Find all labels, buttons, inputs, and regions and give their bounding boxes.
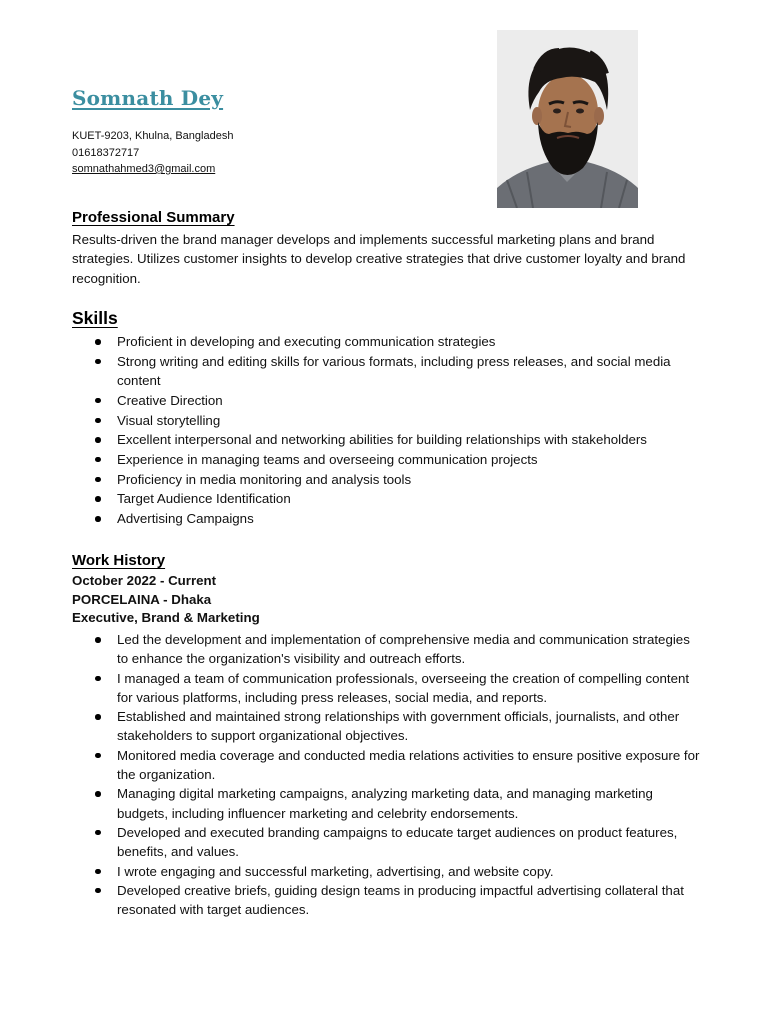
skill-item	[72, 411, 700, 430]
bullet-icon	[95, 637, 101, 643]
skills-list	[72, 332, 700, 529]
skill-text: Target Audience Identification	[117, 491, 291, 507]
duty-item	[72, 746, 700, 785]
bullet-icon	[95, 359, 101, 365]
contact-block	[72, 128, 233, 178]
skill-text: Proficient in developing and executing communication strategies	[117, 334, 496, 349]
duty-text: Led the development and implementation of comprehensive media and communication strategies to enhance the organization's visibility and outreach efforts.	[117, 632, 690, 667]
duty-text: Monitored media coverage and conducted media relations activities to ensure positive exposure for the organization.	[117, 747, 700, 783]
bullet-icon	[95, 888, 101, 894]
job-company: PORCELAINA - Dhaka	[72, 592, 212, 607]
skill-item	[72, 430, 700, 449]
skill-text: Advertising Campaigns	[117, 511, 254, 527]
skill-item	[72, 509, 700, 528]
duty-item	[72, 784, 700, 823]
bullet-icon	[95, 477, 101, 483]
bullet-icon	[95, 714, 101, 720]
bullet-icon	[95, 791, 101, 797]
duty-text: Developed and executed branding campaigns to educate target audiences on product features, benefits, and values.	[117, 824, 678, 860]
skill-item	[72, 470, 700, 489]
profile-photo	[497, 30, 638, 208]
skills-heading: Skills	[72, 308, 118, 328]
duty-text: Developed creative briefs, guiding design teams in producing impactful advertising collateral that resonated with target audiences.	[117, 882, 684, 918]
email-link[interactable]: somnathahmed3@gmail.com	[72, 163, 216, 175]
work-duties-list	[72, 630, 700, 919]
bullet-icon	[95, 676, 101, 682]
bullet-icon	[95, 339, 101, 345]
duty-item	[72, 630, 700, 669]
bullet-icon	[95, 496, 101, 502]
work-history-heading: Work History	[72, 552, 166, 569]
skill-text: Visual storytelling	[117, 412, 221, 428]
skill-text: Creative Direction	[117, 392, 223, 408]
skill-text: Proficiency in media monitoring and analysis tools	[117, 471, 412, 487]
skill-item	[72, 391, 700, 410]
duty-text: I managed a team of communication professionals, overseeing the creation of compelling content for various platforms, including press releases, social media, and reports.	[117, 670, 690, 705]
duty-item	[72, 669, 700, 708]
bullet-icon	[95, 418, 101, 424]
candidate-name: Somnath Dey	[72, 86, 224, 110]
bullet-icon	[95, 869, 101, 875]
duty-item	[72, 707, 700, 746]
skill-text: Experience in managing teams and overseeing communication projects	[117, 451, 538, 467]
phone: 01618372717	[72, 146, 140, 159]
duty-item	[72, 862, 700, 881]
duty-text: Managing digital marketing campaigns, analyzing marketing data, and managing marketing budgets, including influencer marketing and celebrity endorsements.	[117, 786, 653, 821]
bullet-icon	[95, 437, 101, 443]
skill-text: Strong writing and editing skills for various formats, including press releases, and social media content	[117, 353, 671, 389]
duty-item	[72, 823, 700, 862]
summary-heading: Professional Summary	[72, 209, 235, 226]
duty-item	[72, 881, 700, 920]
summary-text: Results-driven the brand manager develops and implements successful marketing plans and brand strategies. Utilizes customer insights to develop creative strategies that drive customer loyalty and brand recognition.	[72, 232, 686, 286]
bullet-icon	[95, 516, 101, 522]
duty-text: I wrote engaging and successful marketing, advertising, and website copy.	[117, 863, 554, 879]
bullet-icon	[95, 830, 101, 836]
skill-item	[72, 450, 700, 469]
bullet-icon	[95, 457, 101, 463]
bullet-icon	[95, 753, 101, 759]
skill-text: Excellent interpersonal and networking abilities for building relationships with stakeholders	[117, 432, 647, 448]
skill-item	[72, 332, 700, 351]
job-title: Executive, Brand & Marketing	[72, 610, 260, 625]
bullet-icon	[95, 398, 101, 404]
skill-item	[72, 489, 700, 508]
skill-item	[72, 352, 700, 391]
job-dates: October 2022 - Current	[72, 573, 217, 588]
address: KUET-9203, Khulna, Bangladesh	[72, 130, 234, 142]
duty-text: Established and maintained strong relationships with government officials, journalists, and other stakeholders to support organizational objectives.	[117, 709, 680, 744]
